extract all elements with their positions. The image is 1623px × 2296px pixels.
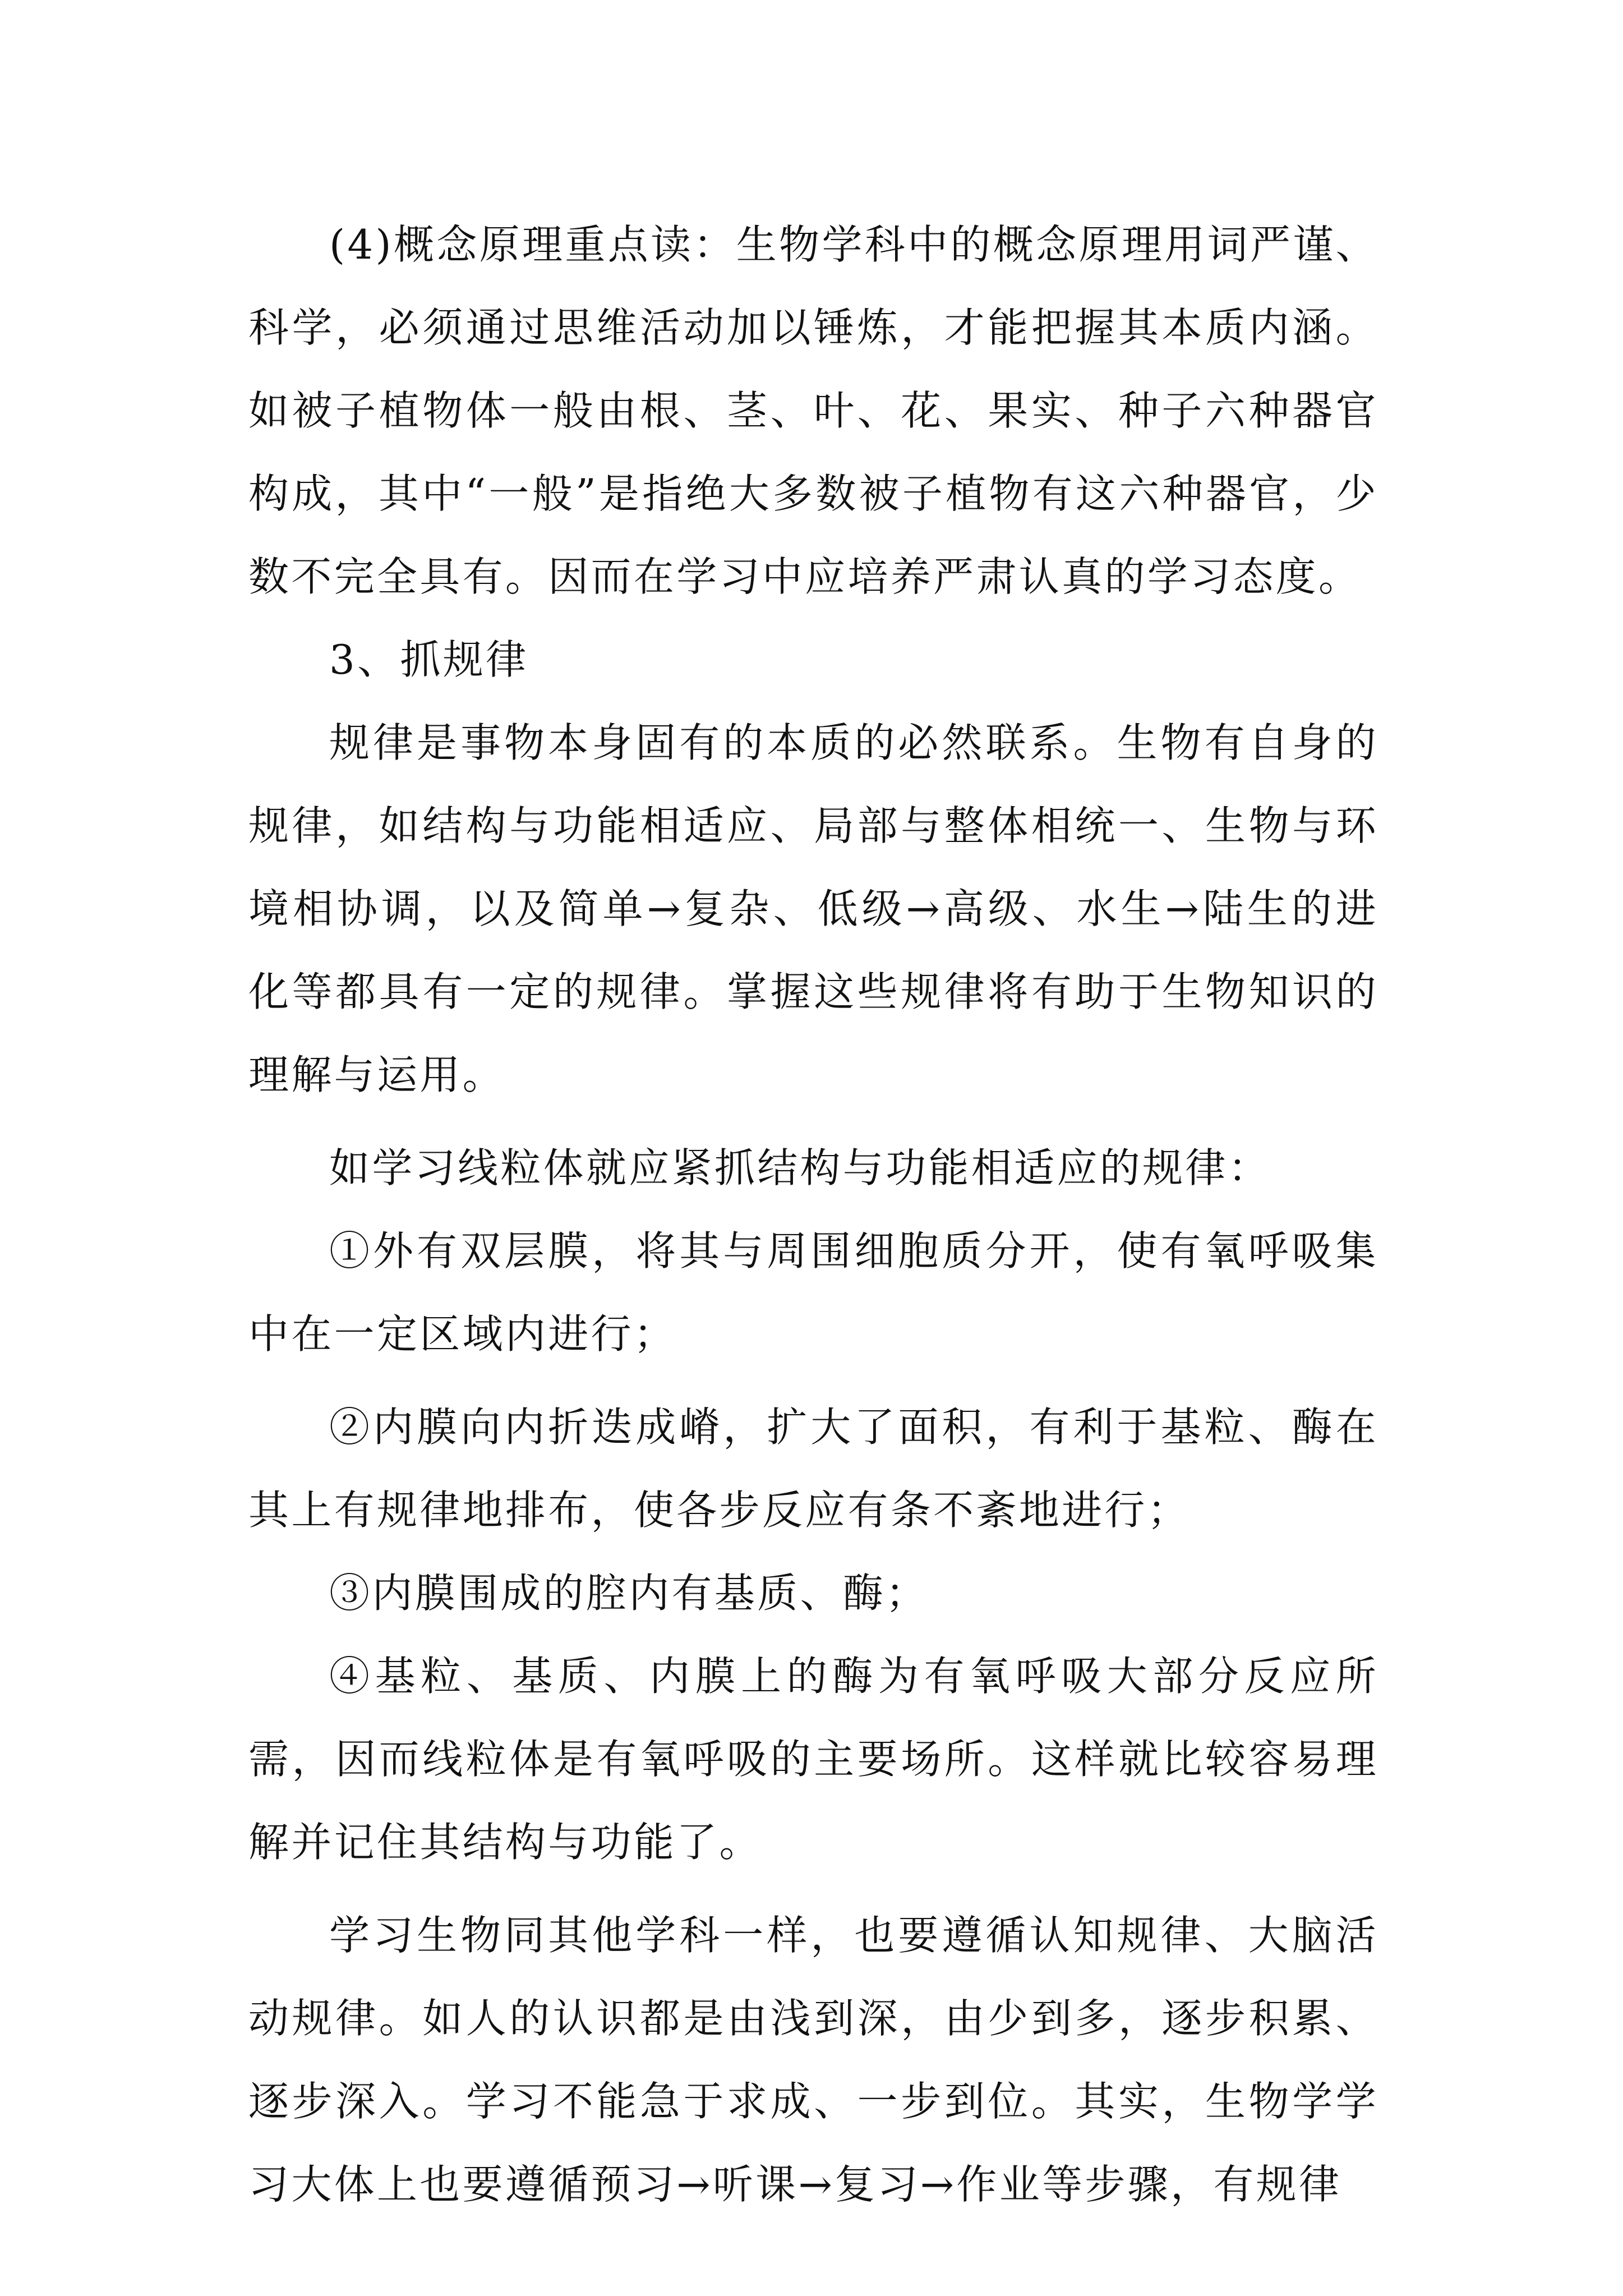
paragraph-mitochondria-intro: 如学习线粒体就应紧抓结构与功能相适应的规律：	[329, 1144, 1271, 1191]
section-heading-grasp-rules: 3、抓规律	[329, 636, 529, 683]
list-item-outer-membrane: ①外有双层膜，将其与周围细胞质分开，使有氧呼吸集中在一定区域内进行；	[248, 1227, 1378, 1358]
paragraph-concept-reading: (4)概念原理重点读：生物学科中的概念原理用词严谨、科学，必须通过思维活动加以锤炼，才能把握其本质内涵。如被子植物体一般由根、茎、叶、花、果实、种子六种器官构成，其中“一般”是指绝大多数被子植物有这六种器官，少数不完全具有。因而在学习中应培养严肃认真的学习态度。	[248, 221, 1378, 600]
list-item-inner-membrane: ②内膜向内折迭成嵴，扩大了面积，有利于基粒、酶在其上有规律地排布，使各步反应有条不紊地进行；	[248, 1404, 1378, 1534]
paragraph-rules-definition: 规律是事物本身固有的本质的必然联系。生物有自身的规律，如结构与功能相适应、局部与整体相统一、生物与环境相协调，以及简单→复杂、低级→高级、水生→陆生的进化等都具有一定的规律。掌握这些规律将有助于生物知识的理解与运用。	[248, 719, 1378, 1098]
paragraph-learning-rules: 学习生物同其他学科一样，也要遵循认知规律、大脑活动规律。如人的认识都是由浅到深，由少到多，逐步积累、逐步深入。学习不能急于求成、一步到位。其实，生物学学习大体上也要遵循预习→听课→复习→作业等步骤，有规律	[248, 1912, 1378, 2208]
list-item-matrix: ③内膜围成的腔内有基质、酶；	[329, 1570, 929, 1617]
list-item-enzymes: ④基粒、基质、内膜上的酶为有氧呼吸大部分反应所需，因而线粒体是有氧呼吸的主要场所。这样就比较容易理解并记住其结构与功能了。	[248, 1653, 1378, 1866]
document-body	[248, 203, 1378, 2226]
